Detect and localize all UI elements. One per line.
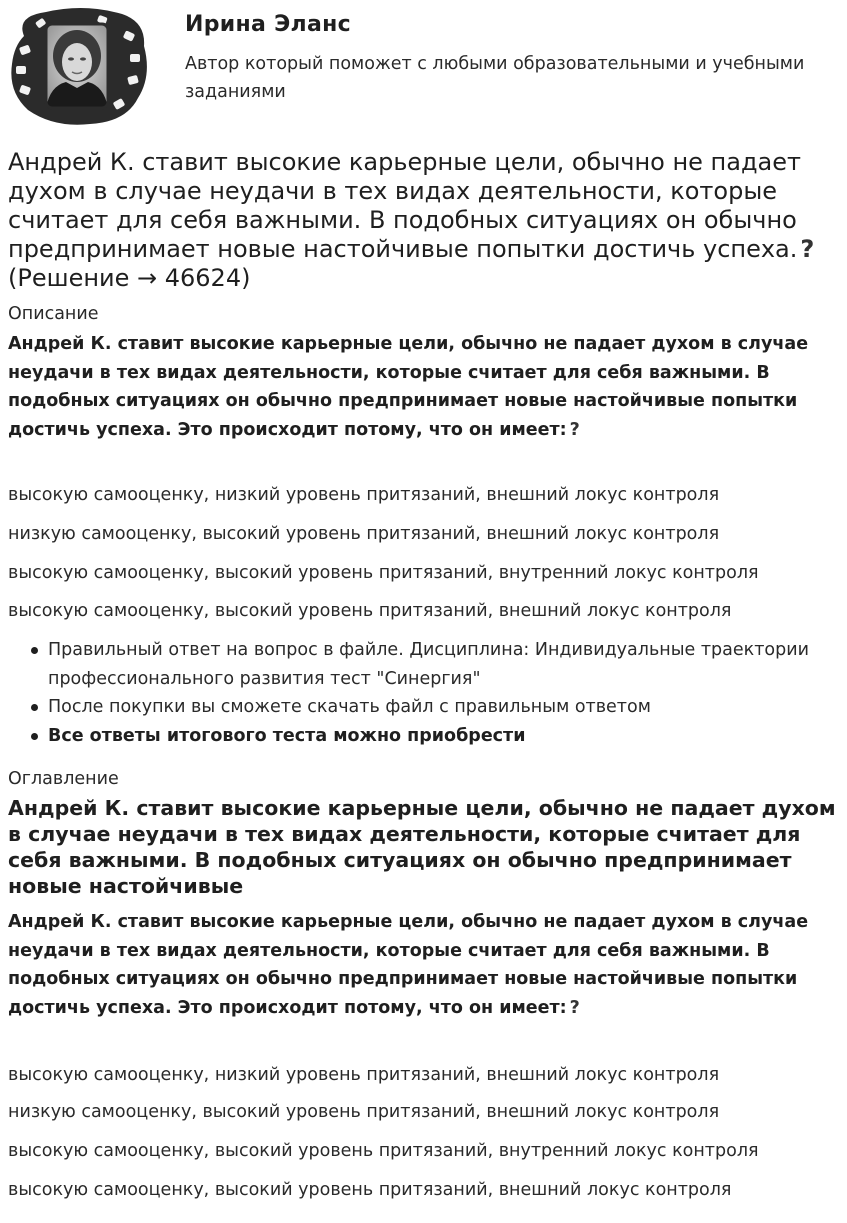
info-list-item-purchase-all[interactable]: Все ответы итогового теста можно приобрести [8,722,838,751]
toc-answer-option: высокую самооценку, низкий уровень притязаний, внешний локус контроля [8,1065,720,1085]
toc-answer-option: высокую самооценку, высокий уровень притязаний, внутренний локус контроля [8,1141,759,1161]
info-list-item: После покупки вы сможете скачать файл с правильным ответом [8,693,838,722]
question-mark-icon: ? [800,235,815,263]
answer-option: высокую самооценку, высокий уровень притязаний, внутренний локус контроля [8,563,759,583]
solution-reference[interactable]: (Решение → 46624) [8,264,251,292]
toc-answer-option: высокую самооценку, высокий уровень притязаний, внешний локус контроля [8,1180,732,1200]
toc-answer-option: низкую самооценку, высокий уровень притязаний, внешний локус контроля [8,1102,720,1122]
info-list-item: Правильный ответ на вопрос в файле. Дисциплина: Индивидуальные траектории профессионального развития тест "Синергия" [8,636,838,693]
author-description: Автор который поможет с любыми образовательными и учебными заданиями [185,54,805,102]
question-mark-icon: ? [569,419,580,440]
author-photo-icon [6,6,152,126]
answer-option: высокую самооценку, высокий уровень притязаний, внешний локус контроля [8,601,732,621]
description-question-text: Андрей К. ставит высокие карьерные цели, обычно не падает духом в случае неудачи в тех видах деятельности, которые считает для себя важными. В подобных ситуациях он обычно предпринимает новые настойчивые попытки достичь успеха. Это происходит потому, что он имеет: [8,334,809,440]
toc-label: Оглавление [8,769,119,789]
question-title-text: Андрей К. ставит высокие карьерные цели, обычно не падает духом в случае неудачи в тех видах деятельности, которые считает для себя важными. В подобных ситуациях он обычно предпринимает новые настойчивые попытки достичь успеха. [8,148,801,263]
question-title [8,148,838,293]
author-card [0,0,847,130]
toc-question [8,908,838,1022]
info-list [8,636,838,750]
description-label: Описание [8,304,99,324]
toc-heading[interactable]: Андрей К. ставит высокие карьерные цели, обычно не падает духом в случае неудачи в тех видах деятельности, которые считает для себя важными. В подобных ситуациях он обычно предпринимает новые настойчивые [8,796,836,898]
answer-option: высокую самооценку, низкий уровень притязаний, внешний локус контроля [8,485,720,505]
description-question [8,330,838,444]
author-name[interactable]: Ирина Эланс [185,12,351,37]
avatar[interactable] [6,6,152,126]
question-mark-icon: ? [569,997,580,1018]
toc-question-text: Андрей К. ставит высокие карьерные цели, обычно не падает духом в случае неудачи в тех видах деятельности, которые считает для себя важными. В подобных ситуациях он обычно предпринимает новые настойчивые попытки достичь успеха. Это происходит потому, что он имеет: [8,912,809,1018]
answer-option: низкую самооценку, высокий уровень притязаний, внешний локус контроля [8,524,720,544]
